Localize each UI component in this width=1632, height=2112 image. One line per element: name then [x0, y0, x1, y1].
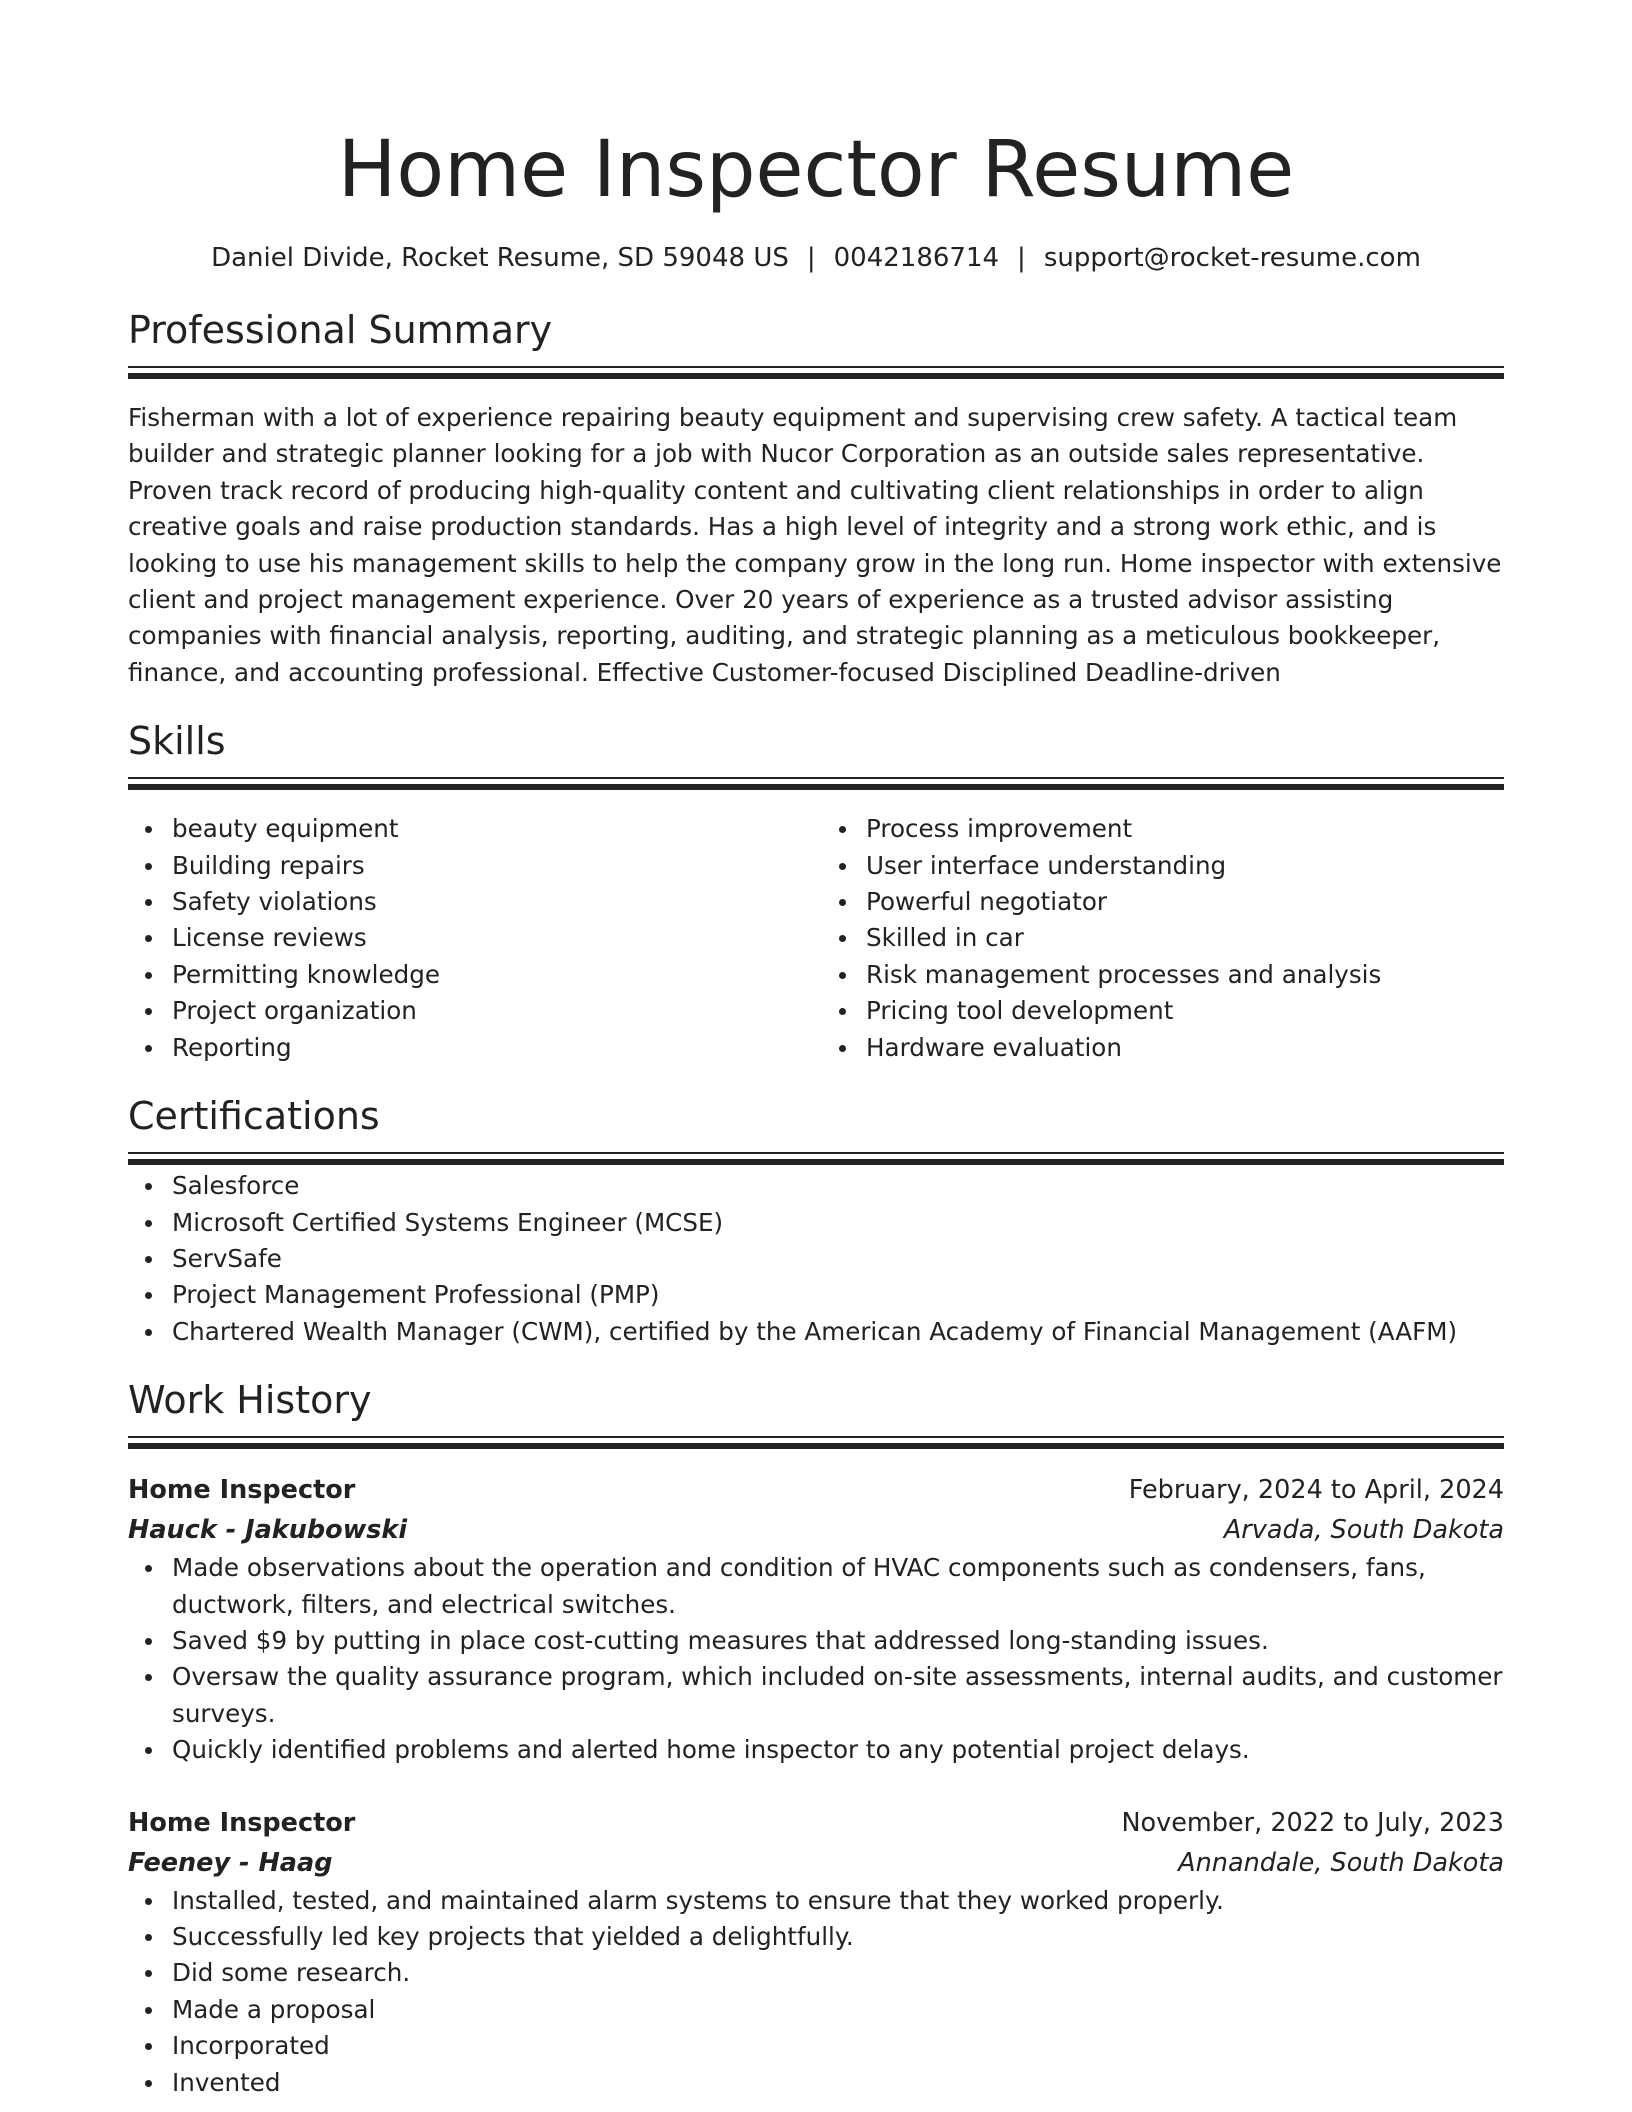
- section-divider: [128, 1152, 1504, 1168]
- job-bullet: Invented: [172, 2065, 1504, 2101]
- contact-email: support@rocket-resume.com: [1043, 243, 1421, 273]
- skill-item: Reporting: [172, 1030, 816, 1066]
- skill-item: Risk management processes and analysis: [866, 957, 1504, 993]
- skill-item: Project organization: [172, 993, 816, 1029]
- job-bullet: Quickly identified problems and alerted home inspector to any potential project delays.: [172, 1732, 1504, 1768]
- certifications-heading: Certifications: [128, 1094, 380, 1139]
- resume-title: Home Inspector Resume: [337, 125, 1295, 215]
- contact-line: [128, 240, 1504, 276]
- job-location: Annandale, South Dakota: [1178, 1847, 1504, 1878]
- work-history-heading: Work History: [128, 1378, 372, 1423]
- certification-item: Microsoft Certified Systems Engineer (MCSE): [172, 1205, 1504, 1241]
- job-entry: [128, 1803, 1504, 2101]
- skills-column-left: [128, 811, 816, 1066]
- skill-item: Skilled in car: [866, 920, 1504, 956]
- job-subheader: [128, 1843, 1504, 1883]
- certification-item: Project Management Professional (PMP): [172, 1277, 1504, 1313]
- job-bullet: Made a proposal: [172, 1992, 1504, 2028]
- skills-grid: [128, 811, 1504, 1066]
- job-bullet-list: [128, 1550, 1504, 1768]
- skill-item: Hardware evaluation: [866, 1030, 1504, 1066]
- job-entry: [128, 1470, 1504, 1768]
- job-bullet: Did some research.: [172, 1955, 1504, 1991]
- job-header: [128, 1803, 1504, 1843]
- job-bullet: Successfully led key projects that yielded a delightfully.: [172, 1919, 1504, 1955]
- skills-heading: Skills: [128, 719, 226, 764]
- job-company: Hauck - Jakubowski: [128, 1515, 408, 1546]
- job-title: Home Inspector: [128, 1807, 356, 1838]
- job-bullet: Incorporated: [172, 2028, 1504, 2064]
- skills-section: [128, 717, 1504, 1066]
- skill-item: User interface understanding: [866, 848, 1504, 884]
- job-company: Feeney - Haag: [128, 1847, 333, 1878]
- certification-item: ServSafe: [172, 1241, 1504, 1277]
- skill-item: Safety violations: [172, 884, 816, 920]
- certification-item: Salesforce: [172, 1168, 1504, 1204]
- skill-item: Permitting knowledge: [172, 957, 816, 993]
- job-location: Arvada, South Dakota: [1223, 1515, 1504, 1546]
- resume-page: [128, 0, 1504, 2101]
- skill-item: Powerful negotiator: [866, 884, 1504, 920]
- contact-address: Daniel Divide, Rocket Resume, SD 59048 US: [211, 243, 789, 273]
- skills-column-right: [816, 811, 1504, 1066]
- job-bullet: Installed, tested, and maintained alarm systems to ensure that they worked properly.: [172, 1883, 1504, 1919]
- section-divider: [128, 366, 1504, 382]
- summary-text: Fisherman with a lot of experience repairing beauty equipment and supervising crew safety. A tactical team builder and strategic planner looking for a job with Nucor Corporation as an outside sales representative. Proven track record of producing high-quality content and cultivating client relationships in order to align creative goals and raise production standards. Has a high level of integrity and a strong work ethic, and is looking to use his management skills to help the company grow in the long run. Home inspector with extensive client and project management experience. Over 20 years of experience as a trusted advisor assisting companies with financial analysis, reporting, auditing, and strategic planning as a meticulous bookkeeper, finance, and accounting professional. Effective Customer-focused Disciplined Deadline-driven: [128, 403, 1502, 687]
- job-header: [128, 1470, 1504, 1510]
- job-subheader: [128, 1510, 1504, 1550]
- skill-item: Building repairs: [172, 848, 816, 884]
- contact-phone: 0042186714: [833, 243, 1000, 273]
- job-title: Home Inspector: [128, 1475, 356, 1506]
- certification-item: Chartered Wealth Manager (CWM), certified by the American Academy of Financial Management (AAFM): [172, 1314, 1504, 1350]
- section-divider: [128, 777, 1504, 793]
- skill-item: beauty equipment: [172, 811, 816, 847]
- job-bullet: Saved $9 by putting in place cost-cutting measures that addressed long-standing issues.: [172, 1623, 1504, 1659]
- job-dates: November, 2022 to July, 2023: [1121, 1807, 1504, 1838]
- skill-item: License reviews: [172, 920, 816, 956]
- job-bullet: Oversaw the quality assurance program, which included on-site assessments, internal audits, and customer surveys.: [172, 1659, 1504, 1732]
- contact-separator: |: [806, 243, 816, 273]
- section-divider: [128, 1436, 1504, 1452]
- skills-list-right: [816, 811, 1504, 1066]
- skill-item: Pricing tool development: [866, 993, 1504, 1029]
- summary-section: [128, 306, 1504, 691]
- contact-separator: |: [1017, 243, 1026, 273]
- summary-heading: Professional Summary: [128, 308, 553, 352]
- skill-item: Process improvement: [866, 811, 1504, 847]
- skills-list-left: [128, 811, 816, 1066]
- job-bullet-list: [128, 1883, 1504, 2101]
- job-bullet: Made observations about the operation and condition of HVAC components such as condensers, fans, ductwork, filters, and electrical switches.: [172, 1550, 1504, 1623]
- certifications-section: [128, 1092, 1504, 1350]
- work-history-section: [128, 1376, 1504, 2101]
- job-dates: February, 2024 to April, 2024: [1128, 1475, 1504, 1506]
- certifications-list: [128, 1168, 1504, 1350]
